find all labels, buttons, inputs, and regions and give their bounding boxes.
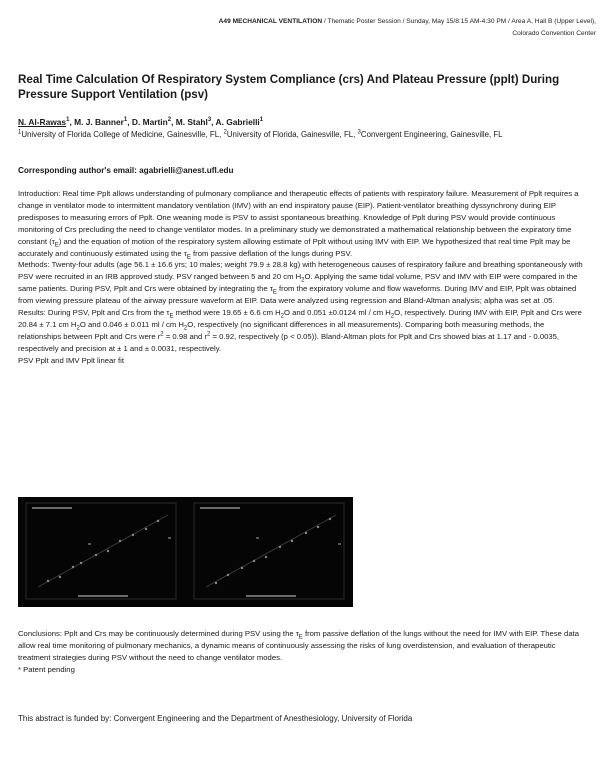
text-run: O, respectively (no significant differences in all measurements). Comparing both measuring methods, the relationships between Pplt and Crs were r bbox=[18, 319, 545, 341]
results-paragraph bbox=[18, 307, 584, 355]
venue: Colorado Convention Center bbox=[512, 30, 596, 37]
subscript: E bbox=[169, 313, 174, 320]
affiliation: University of Florida College of Medicine, Gainesville, FL, bbox=[21, 130, 224, 139]
text-run: O, respectively. During IMV with EIP, Pplt and Crs were 20.84 ± 7.1 cm H bbox=[18, 308, 582, 329]
author-list: N. Al-Rawas$^1$, M. J. Banner$^1$, D. Martin$^2$, M. Stahl$^3$, A. Gabrielli$^1$ bbox=[18, 117, 264, 127]
author-name: A. Gabrielli bbox=[215, 117, 260, 127]
affil-sup: 1 bbox=[18, 129, 22, 136]
text-run: Results: During PSV, Pplt and Crs from the τ bbox=[18, 308, 170, 318]
subscript: 2 bbox=[390, 313, 395, 320]
corresponding-email: Corresponding author's email: agabrielli@anest.ufl.edu bbox=[18, 166, 234, 175]
text-run: from the expiratory volume and flow waveforms. During IMV and EIP, Pplt was obtained from viewing pressure plateau of the airway pressure waveform at EIP. Data were analyzed using regression and Bland-Altman analysis; alpha was set at .05. bbox=[18, 284, 577, 306]
author-block bbox=[18, 116, 578, 141]
text-run: Introduction: Real time Pplt allows understanding of pulmonary compliance and therapeutic effects of patients with respiratory failure. Measurement of Pplt requires a change in ventilator mode to intermittent mandatory ventilation (IMV) with an end inspiratory pause (EIP). Patient-ventilator breathing dyssynchrony during EIP predisposes to measuring errors of Pplt. One weaning mode is PSV to assist spontaneous breathing. Knowledge of Pplt during PSV would provide continuous monitoring of Crs precluding the need to change ventilator modes. In a preliminary study we demonstrated a mathematical relationship between the expiratory time constant (τ bbox=[18, 189, 579, 246]
subscript: E bbox=[186, 254, 191, 261]
linear-fit-figure bbox=[18, 497, 353, 607]
text-run: O. Applying the same tidal volume, PSV and IMV with EIP were compared in the same patients. During PSV, Pplt and Crs were obtained by integrating the τ bbox=[18, 272, 578, 294]
text-run: O and 0.046 ± 0.011 ml / cm H bbox=[79, 319, 184, 329]
author-name: M. J. Banner bbox=[74, 117, 124, 127]
text-run: from passive deflation of the lungs without the need for IMV with EIP. These data allow real time monitoring of pulmonary mechanics, a dynamic means of continuously assessing the risks of lung overdistension, and evaluation of therapeutic treatment strategies during PSV without the need to change ventilator modes. bbox=[18, 629, 580, 662]
affiliation: Convergent Engineering, Gainesville, FL bbox=[360, 130, 503, 139]
methods-paragraph bbox=[18, 259, 584, 307]
session-name: A49 MECHANICAL VENTILATION bbox=[218, 18, 323, 25]
superscript: 2 bbox=[207, 331, 211, 338]
author-sup: 1 bbox=[66, 117, 70, 124]
affiliation: University of Florida, Gainesville, FL, bbox=[226, 130, 358, 139]
author-sup: 1 bbox=[123, 117, 128, 124]
introduction-paragraph bbox=[18, 188, 584, 259]
figure-caption: PSV Pplt and IMV Pplt linear fit bbox=[18, 355, 124, 365]
author-name: M. Stahl bbox=[175, 117, 208, 127]
text-run: = 0.92, respectively (p < 0.05)). Bland-Altman plots for Pplt and Crs showed bias at 1.17 and - 0.0035, respectively and precision at ± 1 and ± 0.0031, respectively. bbox=[18, 331, 560, 353]
affil-sup: 2 bbox=[223, 129, 227, 136]
author-sup: 3 bbox=[207, 117, 212, 124]
subscript: 2 bbox=[183, 325, 188, 332]
affil-sup: 3 bbox=[357, 129, 361, 136]
conclusions-section bbox=[18, 628, 584, 676]
figure-graphic bbox=[18, 497, 353, 607]
author-sup: 2 bbox=[167, 117, 172, 124]
text-run: = 0.98 and r bbox=[163, 331, 208, 341]
author-sup: 1 bbox=[259, 117, 264, 124]
patent-note: * Patent pending bbox=[18, 665, 75, 674]
subscript: 2 bbox=[76, 325, 80, 332]
conclusions-paragraph bbox=[18, 628, 584, 664]
abstract-body bbox=[18, 188, 584, 367]
subscript: 2 bbox=[301, 277, 305, 284]
text-run: Conclusions: Pplt and Crs may be continuously determined during PSV using the τ bbox=[18, 629, 299, 638]
subscript: E bbox=[298, 634, 303, 641]
superscript: 2 bbox=[160, 331, 164, 338]
abstract-title: Real Time Calculation Of Respiratory System Compliance (crs) And Plateau Pressure (pplt) During Pressure Support Ventilation (psv) bbox=[18, 73, 560, 101]
subscript: E bbox=[272, 289, 277, 296]
text-run: Methods: Twenty-four adults (age 56.1 ± 16.6 yrs; 10 males; weight 79.9 ± 28.8 kg) with heterogeneous causes of respiratory failure and breathing spontaneously with PSV were recruited in an IRB approved study. PSV ranged between 5 and 20 cm H bbox=[18, 260, 583, 282]
author-name: D. Martin bbox=[131, 117, 168, 127]
session-details: / Thematic Poster Session / Sunday, May 15/8:15 AM-4:30 PM / Area A, Hall B (Upper Level), bbox=[322, 18, 596, 25]
text-run: ) and the equation of motion of the respiratory system allowing estimate of Pplt without using IMV with EIP. We hypothesized that real time Pplt may be accurately and continuously estimated using the τ bbox=[18, 236, 571, 258]
author-link[interactable]: N. Al-Rawas bbox=[18, 117, 67, 127]
text-run: from passive deflation of the lungs during PSV. bbox=[190, 248, 353, 258]
subscript: E bbox=[54, 242, 59, 249]
text-run: O and 0.051 ±0.0124 ml / cm H bbox=[284, 308, 391, 318]
funding-statement: This abstract is funded by: Convergent Engineering and the Department of Anesthesiology, University of Florida bbox=[18, 714, 413, 723]
subscript: 2 bbox=[280, 313, 285, 320]
affiliations bbox=[18, 129, 578, 141]
text-run: method were 19.65 ± 6.6 cm H bbox=[173, 308, 281, 318]
session-header bbox=[166, 16, 596, 40]
